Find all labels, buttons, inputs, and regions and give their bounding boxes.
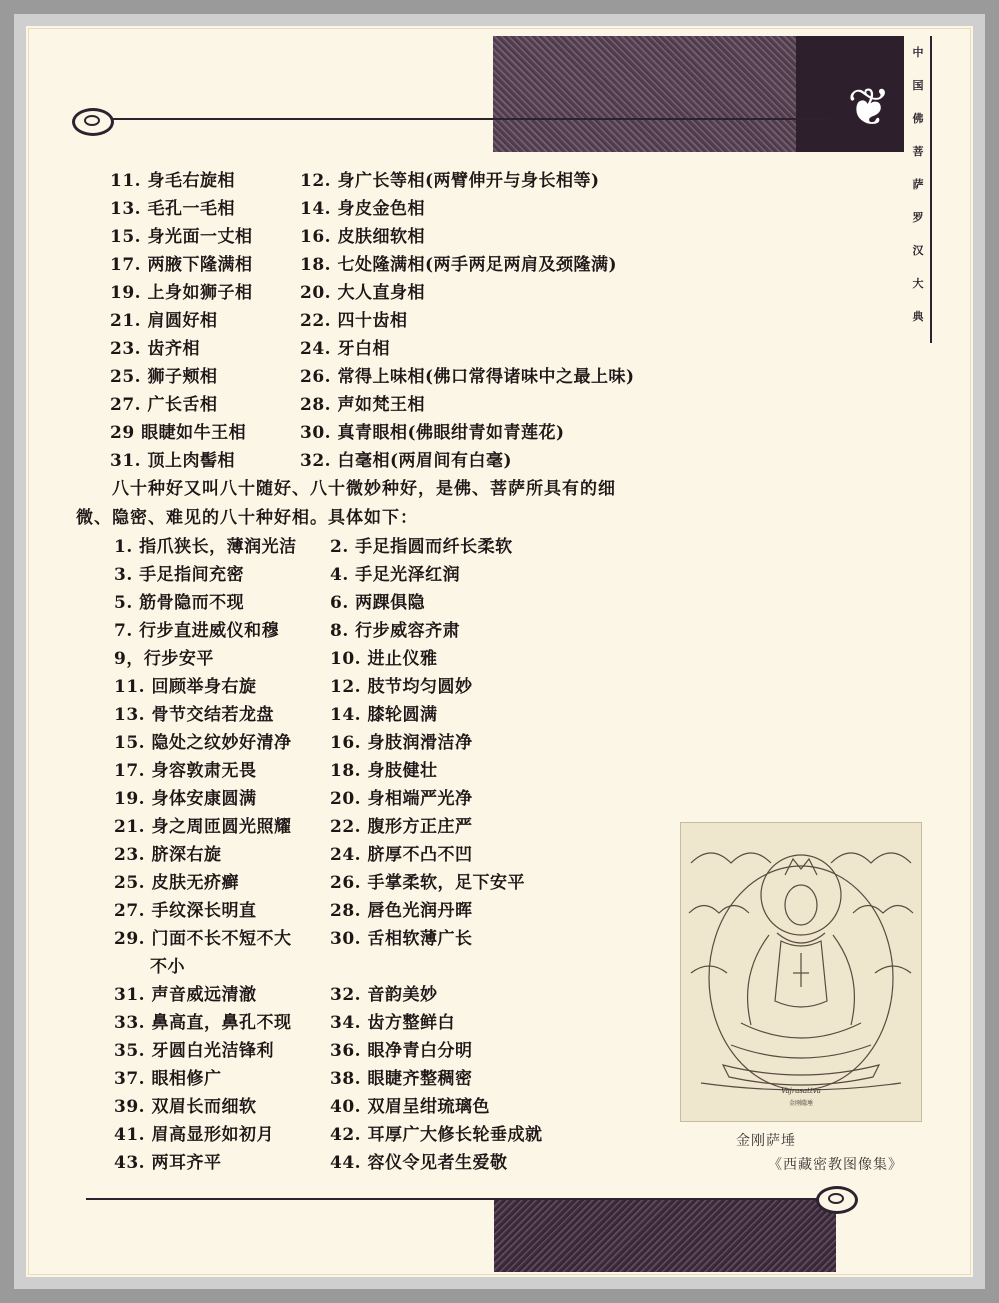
list-item: 19. 身体安康圆满: [114, 789, 257, 809]
list-item: 12. 身广长等相(两臂伸开与身长相等): [300, 171, 600, 191]
list-item: 30. 舌相软薄广长: [330, 929, 473, 949]
side-title-char: 萨: [912, 178, 924, 191]
list-item: 21. 肩圆好相: [110, 311, 218, 331]
list-item: 16. 身肢润滑洁净: [330, 733, 473, 753]
list-item: 22. 四十齿相: [300, 311, 408, 331]
list-item: 39. 双眉长而细软: [114, 1097, 257, 1117]
side-title-char: 国: [912, 79, 924, 92]
illustration-caption-source: 《西藏密教图像集》: [768, 1157, 903, 1173]
list-item: 37. 眼相修广: [114, 1069, 222, 1089]
list-item: 38. 眼睫齐整稠密: [330, 1069, 473, 1089]
vajrasattva-illustration: [680, 822, 922, 1122]
list-item: 25. 皮肤无疥癣: [114, 873, 239, 893]
list-item: 不小: [150, 957, 185, 977]
list-item: 27. 手纹深长明直: [114, 901, 257, 921]
list-item: 43. 两耳齐平: [114, 1153, 222, 1173]
list-item: 22. 腹形方正庄严: [330, 817, 473, 837]
illustration-caption-title: 金刚萨埵: [736, 1133, 796, 1149]
side-title-char: 典: [912, 310, 924, 323]
list-item: 42. 耳厚广大修长轮垂成就: [330, 1125, 543, 1145]
list-item: 30. 真青眼相(佛眼绀青如青莲花): [300, 423, 565, 443]
list-item: 12. 肢节均匀圆妙: [330, 677, 473, 697]
side-title: [906, 36, 932, 343]
intro-paragraph-line: 微、隐密、难见的八十种好相。具体如下：: [76, 508, 418, 528]
illustration-latin-label: Vajrasattva: [781, 1087, 821, 1095]
list-item: 33. 鼻高直，鼻孔不现: [114, 1013, 292, 1033]
list-item: 21. 身之周匝圆光照耀: [114, 817, 292, 837]
list-item: 28. 唇色光润丹晖: [330, 901, 473, 921]
list-item: 14. 膝轮圆满: [330, 705, 438, 725]
list-item: 24. 牙白相: [300, 339, 390, 359]
list-item: 17. 两腋下隆满相: [110, 255, 253, 275]
header-texture-block: [493, 36, 823, 152]
list-item: 32. 白毫相(两眉间有白毫): [300, 451, 513, 471]
footer-texture-block: [494, 1200, 836, 1272]
deity-drawing: [681, 823, 921, 1121]
list-item: 28. 声如梵王相: [300, 395, 425, 415]
list-item: 16. 皮肤细软相: [300, 227, 425, 247]
list-item: 15. 隐处之纹妙好清净: [114, 733, 292, 753]
list-item: 13. 骨节交结若龙盘: [114, 705, 274, 725]
list-item: 29. 门面不长不短不大: [114, 929, 292, 949]
list-item: 3. 手足指间充密: [114, 565, 245, 585]
list-item: 15. 身光面一丈相: [110, 227, 253, 247]
book-page: [26, 26, 973, 1277]
list-item: 31. 声音威远清澈: [114, 985, 257, 1005]
flourish-ornament-icon: ❦: [847, 78, 891, 138]
list-item: 5. 筋骨隐而不现: [114, 593, 245, 613]
list-item: 20. 身相端严光净: [330, 789, 473, 809]
list-item: 17. 身容敦肃无畏: [114, 761, 257, 781]
list-item: 44. 容仪令见者生爱敬: [330, 1153, 508, 1173]
list-item: 24. 脐厚不凸不凹: [330, 845, 473, 865]
list-item: 29 眼睫如牛王相: [110, 423, 247, 443]
list-item: 2. 手足指圆而纤长柔软: [330, 537, 513, 557]
side-title-char: 中: [912, 46, 924, 59]
list-item: 41. 眉高显形如初月: [114, 1125, 274, 1145]
list-item: 4. 手足光泽红润: [330, 565, 461, 585]
list-item: 14. 身皮金色相: [300, 199, 425, 219]
list-item: 32. 音韵美妙: [330, 985, 438, 1005]
list-item: 6. 两踝俱隐: [330, 593, 426, 613]
side-title-char: 罗: [912, 211, 924, 224]
list-item: 40. 双眉呈绀琉璃色: [330, 1097, 490, 1117]
list-item: 27. 广长舌相: [110, 395, 218, 415]
list-item: 10. 进止仪雅: [330, 649, 438, 669]
list-item: 35. 牙圆白光洁锋利: [114, 1041, 274, 1061]
side-title-char: 佛: [912, 112, 924, 125]
list-item: 18. 七处隆满相(两手两足两肩及颈隆满): [300, 255, 618, 275]
list-item: 20. 大人直身相: [300, 283, 425, 303]
list-item: 7. 行步直进威仪和穆: [114, 621, 280, 641]
list-item: 9，行步安平: [114, 649, 214, 669]
list-item: 18. 身肢健壮: [330, 761, 438, 781]
cloud-swirl-icon: [72, 108, 114, 136]
list-item: 36. 眼净青白分明: [330, 1041, 473, 1061]
intro-paragraph-line: 八十种好又叫八十随好、八十微妙种好，是佛、菩萨所具有的细: [112, 479, 616, 499]
list-item: 13. 毛孔一毛相: [110, 199, 235, 219]
list-item: 34. 齿方整鲜白: [330, 1013, 455, 1033]
list-item: 25. 狮子颊相: [110, 367, 218, 387]
header-rule: [88, 118, 828, 120]
list-item: 11. 身毛右旋相: [110, 171, 235, 191]
list-item: 19. 上身如狮子相: [110, 283, 253, 303]
list-item: 11. 回顾举身右旋: [114, 677, 257, 697]
list-item: 1. 指爪狭长，薄润光洁: [114, 537, 297, 557]
list-item: 23. 齿齐相: [110, 339, 200, 359]
side-title-char: 菩: [912, 145, 924, 158]
side-title-char: 大: [912, 277, 924, 290]
list-item: 26. 常得上味相(佛口常得诸味中之最上味): [300, 367, 635, 387]
list-item: 8. 行步威容齐肃: [330, 621, 461, 641]
illustration-small-label: 金刚薩埵: [788, 1100, 814, 1107]
side-title-char: 汉: [912, 244, 924, 257]
list-item: 26. 手掌柔软，足下安平: [330, 873, 525, 893]
list-item: 31. 顶上肉髻相: [110, 451, 235, 471]
list-item: 23. 脐深右旋: [114, 845, 222, 865]
cloud-swirl-icon: [816, 1186, 858, 1214]
